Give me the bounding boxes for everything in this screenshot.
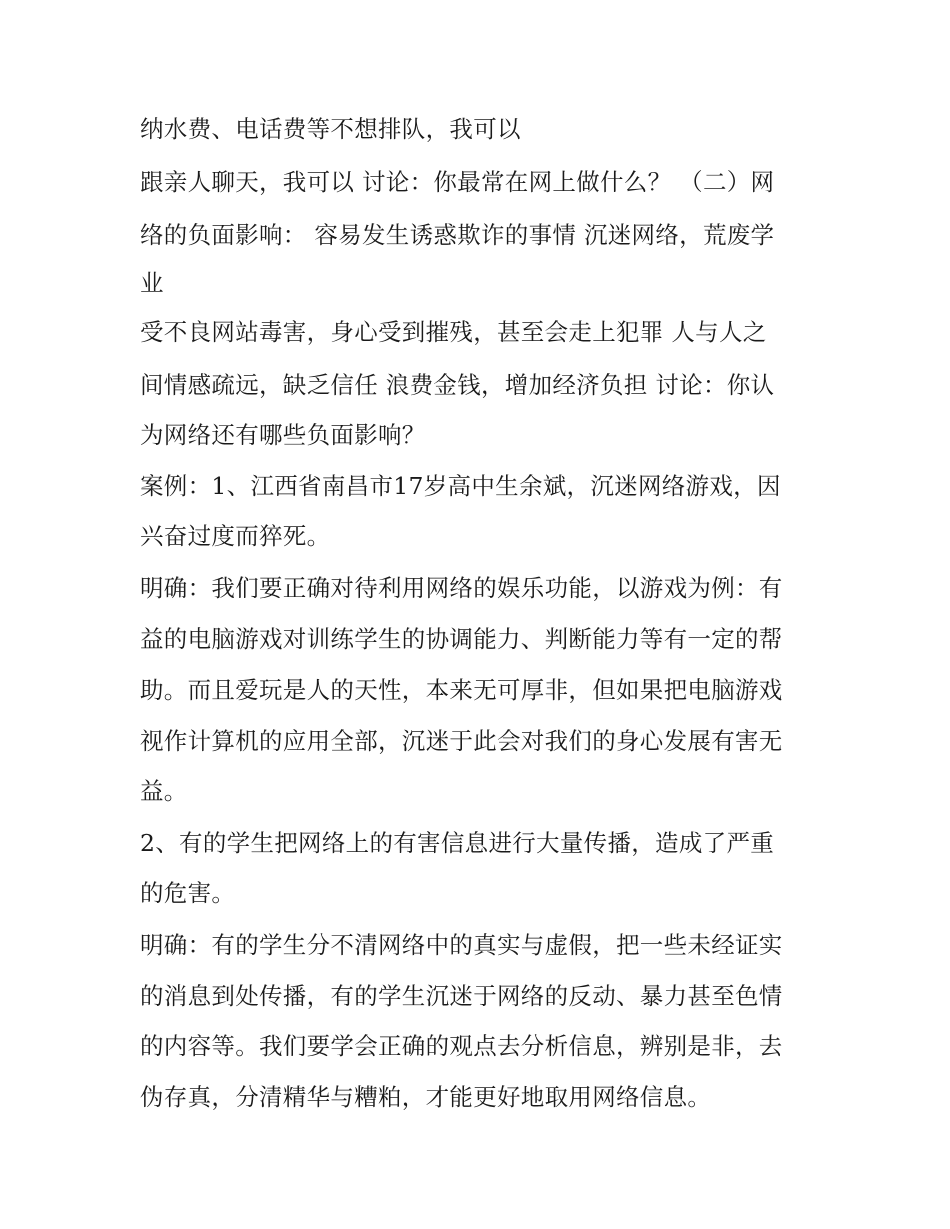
text-line-1: 纳水费、电话费等不想排队，我可以 bbox=[140, 115, 521, 143]
text-line-3: 络的负面影响： 容易发生诱惑欺诈的事情 沉迷网络，荒废学 bbox=[140, 221, 775, 249]
text-line-10: 明确：我们要正确对待利用网络的娱乐功能，以游戏为例：有 bbox=[140, 574, 783, 602]
text-line-7: 为网络还有哪些负面影响？ bbox=[140, 421, 426, 449]
text-line-11: 益的电脑游戏对训练学生的协调能力、判断能力等有一定的帮 bbox=[140, 625, 783, 653]
text-line-5: 受不良网站毒害，身心受到摧残，甚至会走上犯罪 人与人之 bbox=[140, 318, 767, 346]
text-line-19: 的内容等。我们要学会正确的观点去分析信息，辨别是非，去 bbox=[140, 1032, 783, 1060]
text-line-9: 兴奋过度而猝死。 bbox=[140, 522, 331, 550]
text-line-14: 益。 bbox=[140, 777, 188, 805]
text-line-6: 间情感疏远，缺乏信任 浪费金钱，增加经济负担 讨论：你认 bbox=[140, 371, 775, 399]
text-line-16: 的危害。 bbox=[140, 879, 236, 907]
text-line-4: 业 bbox=[140, 269, 164, 297]
text-line-8: 案例：1、江西省南昌市17岁高中生余斌，沉迷网络游戏，因 bbox=[140, 472, 781, 500]
text-line-20: 伪存真，分清精华与糟粕，才能更好地取用网络信息。 bbox=[140, 1083, 712, 1111]
text-line-2: 跟亲人聊天，我可以 讨论：你最常在网上做什么？ （二）网 bbox=[140, 168, 775, 196]
text-line-15: 2、有的学生把网络上的有害信息进行大量传播，造成了严重 bbox=[140, 829, 775, 857]
text-line-17: 明确：有的学生分不清网络中的真实与虚假，把一些未经证实 bbox=[140, 931, 783, 959]
text-line-12: 助。而且爱玩是人的天性，本来无可厚非，但如果把电脑游戏 bbox=[140, 676, 783, 704]
text-line-13: 视作计算机的应用全部，沉迷于此会对我们的身心发展有害无 bbox=[140, 727, 783, 755]
text-line-18: 的消息到处传播，有的学生沉迷于网络的反动、暴力甚至色情 bbox=[140, 982, 783, 1010]
